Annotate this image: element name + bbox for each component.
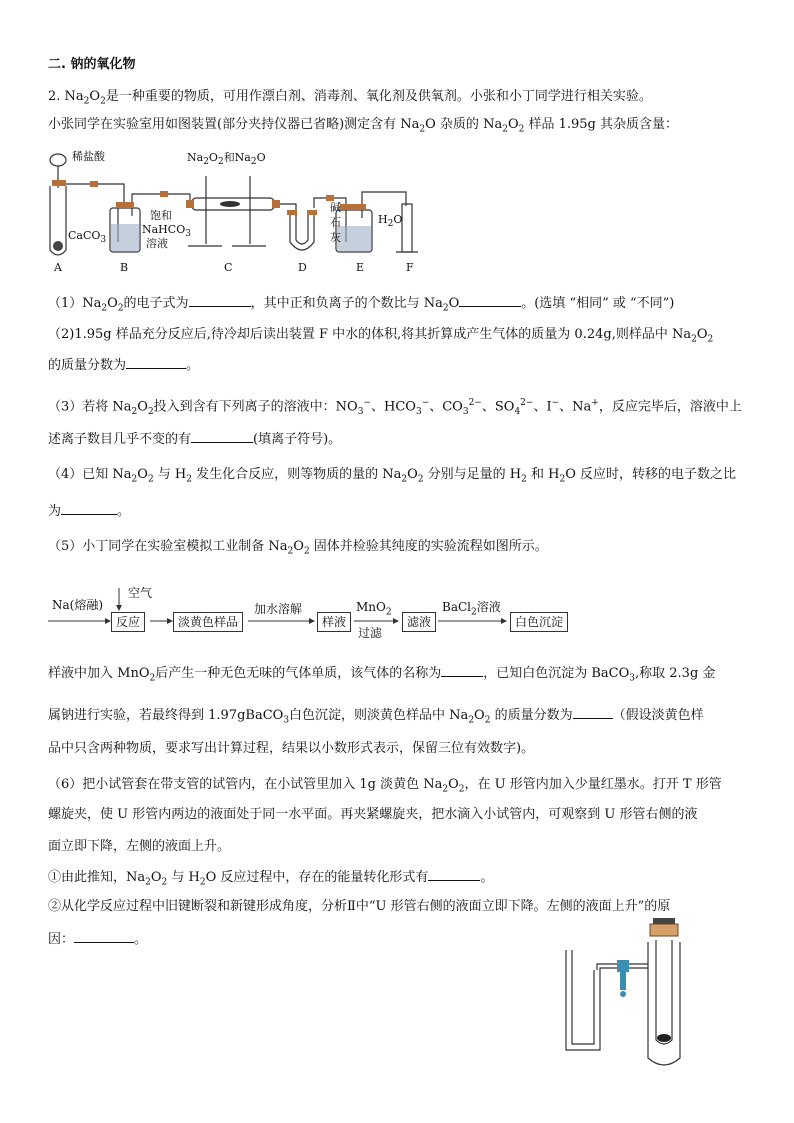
part-3-line1: （3）若将 $Na_2O_2$投入到含有下列离子的溶液中：$NO_3^-$、$HCO_3^-$、$CO_3^{2-}$、$SO_4^{2-}$、I−、Na+，反应完毕后，溶液中上 [48, 398, 742, 417]
flow-filter: 过滤 [358, 626, 383, 640]
question-2-context: 小张同学在实验室用如图装置(部分夹持仪器已省略)测定含有 $Na_2O$ 杂质的 $Na_2O_2$ 样品 1.95g 其杂质含量： [48, 117, 679, 135]
part-6-line3: 面立即下降，左侧的液面上升。 [48, 839, 231, 854]
answer-blank [61, 502, 117, 515]
part-1: $(1)Na_2O_2$的电子式为 ，其中正和负离子的个数比与 $Na_2O$ 。(选填 “相同” 或 “不同”) [48, 296, 675, 314]
flow-air: 空气 [128, 586, 153, 600]
flow-start: Na(熔融) [52, 598, 104, 612]
label-soda-lime-1: 碱 [330, 201, 341, 214]
part-6-q2-line1: ②从化学反应过程中旧键断裂和新键形成角度，分析Ⅱ中“U 形管右侧的液面立即下降。左侧的液面上升”的原 [48, 899, 671, 914]
letter-b: B [120, 261, 129, 274]
t-valve-icon [617, 960, 629, 972]
part-5-text1: 样液中加入 MnO$_2$后产生一种无色无味的气体单质，该气体的名称为 ，已知白色沉淀为 BaCO$_3$,称取 2.3g 金 [48, 666, 716, 684]
part-5-text2: 属钠进行实验，若最终得到 1.97gBaCO$_3$白色沉淀，则淡黄色样品中 $Na_2O_2$ 的质量分数为 （假设淡黄色样 [48, 708, 704, 726]
letter-d: D [298, 261, 307, 274]
u-tube-d [290, 214, 314, 250]
label-caco3: CaCO$_3$ [68, 229, 107, 246]
separatory-funnel-icon [50, 154, 66, 166]
letter-f: F [406, 261, 414, 274]
part-4-line2: 为 。 [48, 504, 131, 519]
u-tube-apparatus [556, 910, 706, 1075]
flow-box-sample: 淡黄色样品 [173, 612, 243, 632]
flow-box-precipitate: 白色沉淀 [510, 612, 568, 632]
label-nahco3-2: NaHCO$_3$ [142, 223, 191, 240]
label-soda-lime-3: 灰 [330, 231, 341, 244]
label-nahco3-3: 溶液 [146, 237, 168, 250]
answer-blank [573, 706, 613, 719]
inner-test-tube [656, 940, 672, 1044]
letter-c: C [224, 261, 233, 274]
label-sample: $Na_2O_2$和$Na_2O$ [187, 151, 266, 168]
section-title: 二. 钠的氧化物 [48, 57, 136, 72]
u-tube [566, 950, 600, 1050]
part-6-q1: ①由此推知，$Na_2O_2$ 与 $H_2O$ 反应过程中，存在的能量转化形式有 。 [48, 870, 494, 888]
outer-test-tube [648, 942, 680, 1065]
flow-box-solution: 样液 [317, 612, 351, 632]
letter-e: E [356, 261, 365, 274]
label-nahco3-1: 饱和 [150, 209, 172, 222]
part-2-line2: 的质量分数为 。 [48, 358, 200, 373]
answer-blank [191, 430, 253, 443]
answer-blank [74, 930, 134, 943]
letter-a: A [54, 261, 62, 274]
part-6-line1: （6）把小试管套在带支管的试管内，在小试管里加入 1g 淡黄色 $Na_2O_2$，在 U 形管内加入少量红墨水。打开 T 形管 [48, 777, 722, 795]
part-4-line1: （4）已知 $Na_2O_2$ 与 $H_2$ 发生化合反应，则等物质的量的 $Na_2O_2$ 分别与足量的 $H_2$ 和 $H_2O$ 反应时，转移的电子数之比 [48, 467, 737, 485]
answer-blank [189, 294, 251, 307]
answer-blank [428, 868, 480, 881]
part-5-intro: （5）小丁同学在实验室模拟工业制备 $Na_2O_2$ 固体并检验其纯度的实验流程如图所示。 [48, 539, 548, 557]
answer-blank [441, 664, 483, 677]
answer-blank [126, 356, 186, 369]
label-h2o: $H_2O$ [378, 213, 403, 230]
flow-mno2: MnO$_2$ [356, 600, 392, 618]
label-dilute-hcl: 稀盐酸 [72, 150, 105, 163]
part-5-text3: 品中只含两种物质，要求写出计算过程，结果以小数形式表示，保留三位有效数字)。 [48, 741, 535, 756]
part-3-line2: 述离子数目几乎不变的有 (填离子符号)。 [48, 432, 342, 447]
part-2-line1: （2)1.95g 样品充分反应后,待冷却后读出装置 F 中水的体积,将其折算成产生气体的质量为 0.24g,则样品中 $Na_2O_2$ [48, 327, 714, 345]
answer-blank [459, 294, 521, 307]
part-6-line2: 螺旋夹，使 U 形管内两边的液面处于同一水平面。再夹紧螺旋夹，把水滴入小试管内，可观察到 U 形管右侧的液 [48, 807, 698, 822]
flow-box-filtrate: 滤液 [402, 612, 436, 632]
flow-dissolve: 加水溶解 [254, 602, 303, 616]
stopper [650, 924, 678, 936]
flow-box-reaction: 反应 [111, 612, 145, 632]
graduated-cylinder-f [402, 204, 412, 252]
question-2-intro: 2. $Na_2O_2$是一种重要的物质，可用作漂白剂、消毒剂、氧化剂及供氧剂。小张和小丁同学进行相关实验。 [48, 89, 652, 107]
flow-bacl2: BaCl$_2$溶液 [442, 600, 501, 618]
label-soda-lime-2: 石 [330, 216, 341, 229]
part-6-q2-line2: 因： 。 [48, 932, 148, 947]
